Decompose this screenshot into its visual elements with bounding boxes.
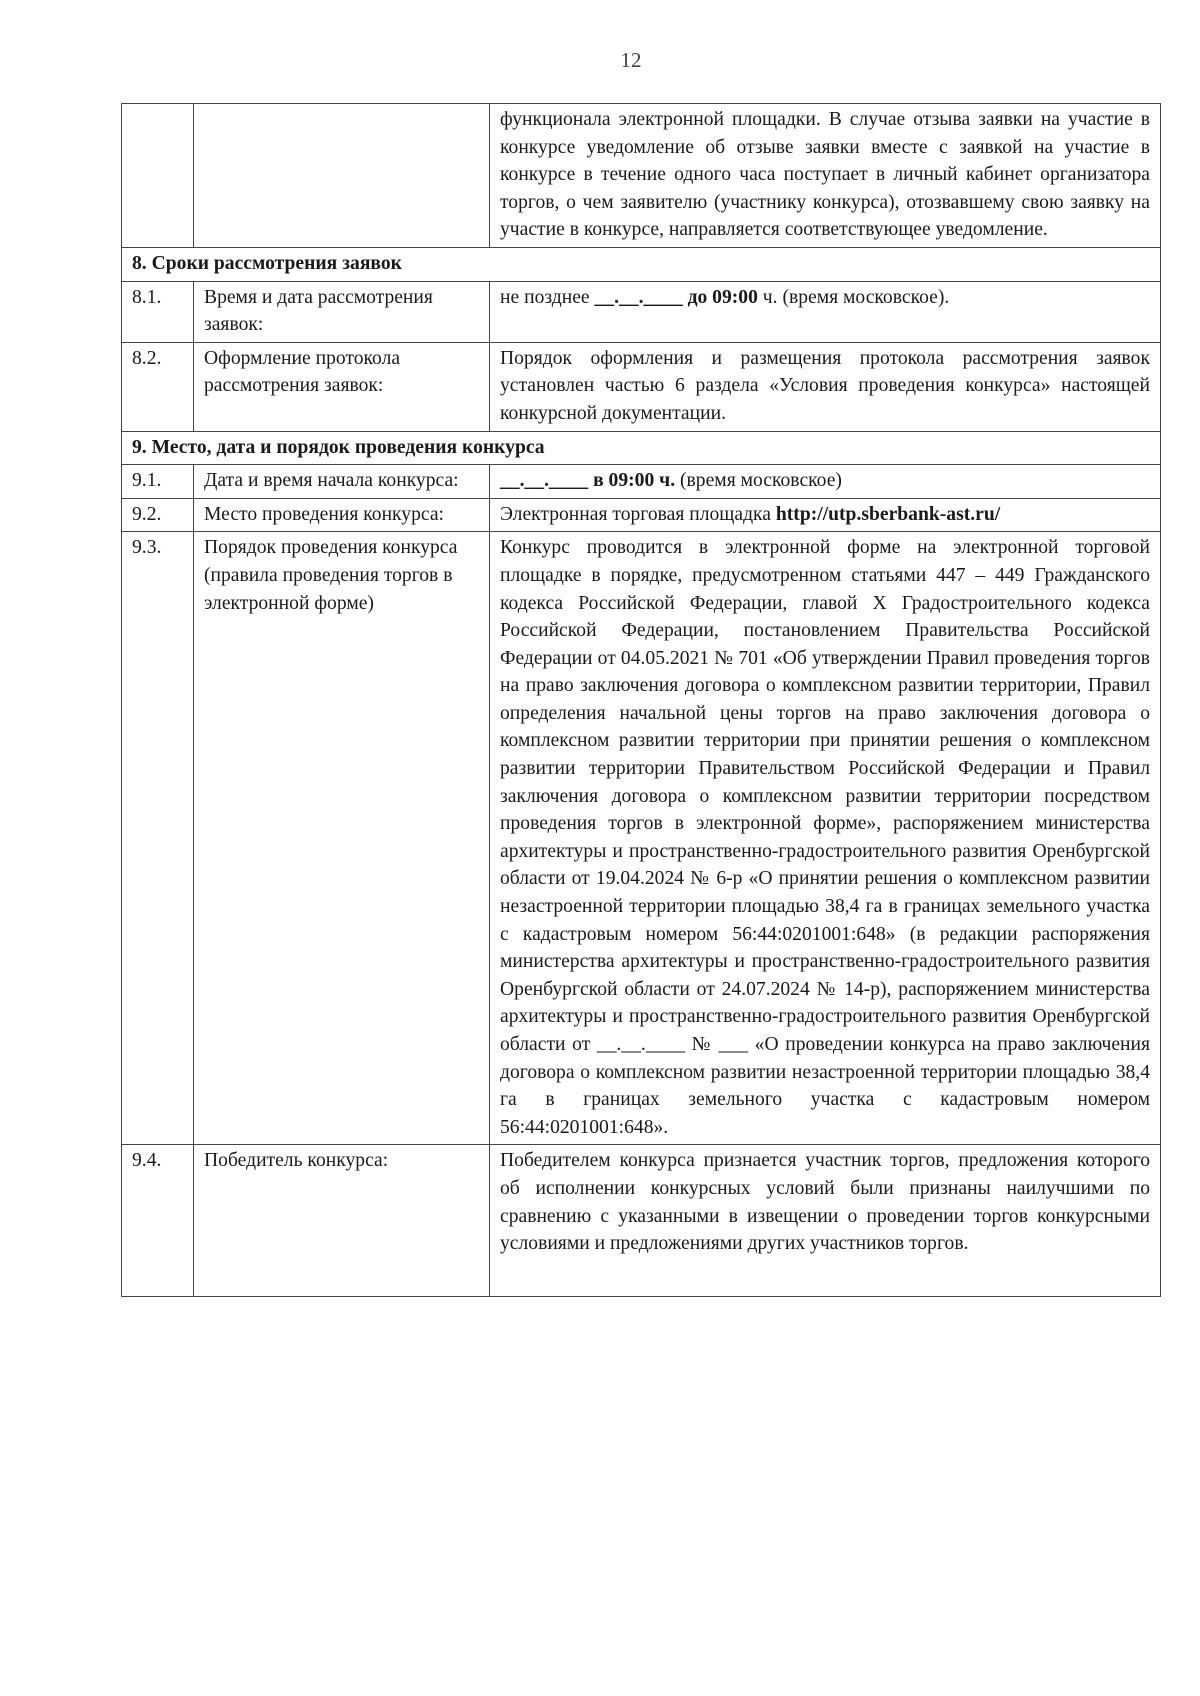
row-number: 9.3. [122, 532, 194, 1145]
time-value: до 09:00 [682, 286, 763, 308]
content-prefix: не позднее [500, 286, 595, 308]
content-prefix: Электронная торговая площадка [500, 503, 776, 525]
row-label-cell [194, 104, 490, 248]
row-label: Дата и время начала конкурса: [194, 465, 490, 499]
time-value: в 09:00 ч. [588, 470, 676, 492]
row-label: Оформление протокола рассмотрения заявок: [194, 342, 490, 431]
row-number: 9.2. [122, 498, 194, 532]
table-row-8-2 [122, 342, 1161, 431]
table-row-9-2 [122, 498, 1161, 532]
section-header-row [122, 247, 1161, 281]
row-content [490, 465, 1161, 499]
row-label: Порядок проведения конкурса (правила проведения торгов в электронной форме) [194, 532, 490, 1145]
section-title-8: 8. Сроки рассмотрения заявок [122, 247, 1161, 281]
date-blank: __.__.____ [594, 286, 683, 308]
row-number: 8.2. [122, 342, 194, 431]
platform-url: http://utp.sberbank-ast.ru/ [775, 503, 1001, 525]
content-suffix: ч. (время московское). [762, 286, 950, 308]
table-row-9-3 [122, 532, 1161, 1145]
date-blank: __.__.____ [500, 470, 589, 492]
table-row-9-1 [122, 465, 1161, 499]
row-content: Порядок оформления и размещения протокола рассмотрения заявок установлен частью 6 раздела «Условия проведения конкурса» настоящей конкурсной документации. [490, 342, 1161, 431]
table-row-9-4 [122, 1145, 1161, 1297]
document-table [121, 103, 1161, 1297]
content-suffix: (время московское) [675, 470, 842, 492]
row-number: 8.1. [122, 281, 194, 342]
row-content: Конкурс проводится в электронной форме на электронной торговой площадке в порядке, предусмотренном статьями 447 – 449 Гражданского кодекса Российской Федерации, главой Х Градостроительного кодекса Российской Федерации, постановлением Правительства Российской Федерации от 04.05.2021 № 701 «Об утверждении Правил проведения торгов на право заключения договора о комплексном развитии территории, Правил определения начальной цены торгов на право заключения договора о комплексном развитии территории при принятии решения о комплексном развитии территории Правительством Российской Федерации и Правил заключения договора о комплексном развитии территории посредством проведения торгов в электронной форме», распоряжением министерства архитектуры и пространственно-градостроительного развития Оренбургской области от 19.04.2024 № 6-р «О принятии решения о комплексном развитии незастроенной территории площадью 38,4 га в границах земельного участка с кадастровым номером 56:44:0201001:648» (в редакции распоряжения министерства архитектуры и пространственно-градостроительного развития Оренбургской области от 24.07.2024 № 14-р), распоряжением министерства архитектуры и пространственно-градостроительного развития Оренбургской области от __.__.____ № ___ «О проведении конкурса на право заключения договора о комплексном развитии незастроенной территории площадью 38,4 га в границах земельного участка с кадастровым номером 56:44:0201001:648». [490, 532, 1161, 1145]
row-content: функционала электронной площадки. В случае отзыва заявки на участие в конкурсе уведомление об отзыве заявки вместе с заявкой на участие в конкурсе в течение одного часа поступает в личный кабинет организатора торгов, о чем заявителю (участнику конкурса), отозвавшему свою заявку на участие в конкурсе, направляется соответствующее уведомление. [490, 104, 1161, 248]
table-row-8-1 [122, 281, 1161, 342]
row-content [490, 281, 1161, 342]
page-number: 12 [620, 48, 642, 72]
row-label: Победитель конкурса: [194, 1145, 490, 1297]
row-number: 9.1. [122, 465, 194, 499]
table-row-continuation [122, 104, 1161, 248]
section-header-row [122, 431, 1161, 465]
row-content [490, 498, 1161, 532]
row-content: Победителем конкурса признается участник торгов, предложения которого об исполнении конкурсных условий были признаны наилучшими по сравнению с указанными в извещении о проведении торгов конкурсными условиями и предложениями других участников торгов. [490, 1145, 1161, 1297]
row-label: Время и дата рассмотрения заявок: [194, 281, 490, 342]
row-label: Место проведения конкурса: [194, 498, 490, 532]
section-title-9: 9. Место, дата и порядок проведения конкурса [122, 431, 1161, 465]
row-number: 9.4. [122, 1145, 194, 1297]
row-number-cell [122, 104, 194, 248]
